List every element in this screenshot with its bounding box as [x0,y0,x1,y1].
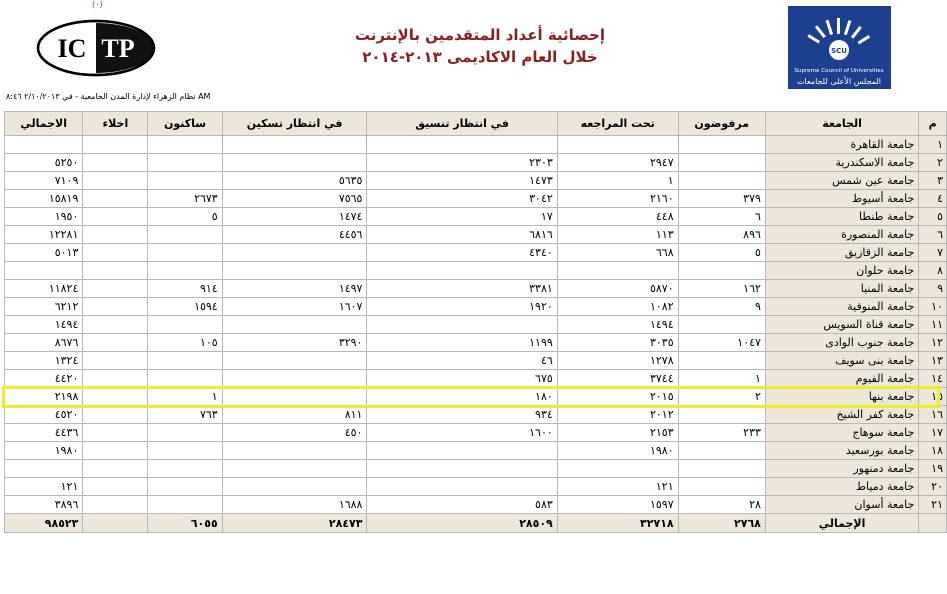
table-row [5,424,947,442]
col-under-review-cell: ٦٦٨ [557,244,678,262]
col-under-review-cell: ١٤٩٤ [557,316,678,334]
col-index-cell: ٩ [919,280,947,298]
col-total-cell: ١٩٥٠ [5,208,83,226]
table-row [5,478,947,496]
ictp-logo [36,19,156,77]
col-rejected-cell [678,262,765,280]
col-index-cell: ١٠ [919,298,947,316]
col-university-cell: جامعة طنطا [765,208,918,226]
col-awaiting-coordination-cell: ٦٨١٦ [367,226,557,244]
ictp-logo-text-tp: TP [101,34,135,63]
total-col-rejected: ٢٧٦٨ [678,514,765,533]
col-university-cell: جامعة دمياط [765,478,918,496]
col-under-review-cell: ١١٣ [557,226,678,244]
col-housed-cell [148,226,222,244]
col-evacuation-cell [83,334,148,352]
col-awaiting-coordination-cell: ١١٩٩ [367,334,557,352]
col-rejected-cell [678,406,765,424]
col-under-review-cell: ١٩٨٠ [557,442,678,460]
header-col-university: الجامعة [765,112,918,136]
header-col-total: الاجمالي [5,112,83,136]
col-evacuation-cell [83,424,148,442]
ictp-logo-text-ic: IC [57,34,87,63]
col-housed-cell [148,442,222,460]
col-awaiting-housing-cell [222,316,367,334]
col-awaiting-coordination-cell: ١٦٠٠ [367,424,557,442]
table-row [5,262,947,280]
table-row [5,496,947,514]
col-housed-cell [148,352,222,370]
col-awaiting-housing-cell: ٤٥٠ [222,424,367,442]
col-awaiting-coordination-cell: ١٧ [367,208,557,226]
col-index-cell: ١٢ [919,334,947,352]
col-awaiting-coordination-cell [367,136,557,154]
col-under-review-cell: ١٥٩٧ [557,496,678,514]
table-row [5,172,947,190]
col-under-review-cell: ٢٠١٢ [557,406,678,424]
col-awaiting-coordination-cell: ١٩٢٠ [367,298,557,316]
report-period: خلال العام الاكاديمى ٢٠١٣-٢٠١٤ [362,48,598,66]
col-under-review-cell: ٢١٦٠ [557,190,678,208]
col-awaiting-housing-cell: ١٦٨٨ [222,496,367,514]
total-row [5,514,947,533]
col-university-cell: جامعة أسوان [765,496,918,514]
table-row [5,370,947,388]
col-index-cell: ١ [919,136,947,154]
col-evacuation-cell [83,388,148,406]
col-university-cell: جامعة عين شمس [765,172,918,190]
col-housed-cell [148,136,222,154]
col-under-review-cell [557,460,678,478]
col-awaiting-coordination-cell: ٣٣٨١ [367,280,557,298]
col-university-cell: جامعة جنوب الوادى [765,334,918,352]
col-total-cell: ١٥٨١٩ [5,190,83,208]
col-under-review-cell: ٤٤٨ [557,208,678,226]
col-awaiting-coordination-cell: ٥٨٣ [367,496,557,514]
col-evacuation-cell [83,280,148,298]
col-index-cell: ١٥ [919,388,947,406]
col-total-cell [5,460,83,478]
col-evacuation-cell [83,370,148,388]
table-row [5,208,947,226]
col-total-cell: ١٩٨٠ [5,442,83,460]
table-row [5,460,947,478]
col-evacuation-cell [83,190,148,208]
col-index-cell: ٦ [919,226,947,244]
col-under-review-cell [557,262,678,280]
col-evacuation-cell [83,208,148,226]
col-under-review-cell: ٥٨٧٠ [557,280,678,298]
header-col-awaiting-housing: في انتظار تسكين [222,112,367,136]
total-col-university: الإجمالي [765,514,918,533]
col-rejected-cell: ١٦٢ [678,280,765,298]
col-rejected-cell: ٣٧٩ [678,190,765,208]
col-awaiting-housing-cell [222,136,367,154]
col-housed-cell: ٩١٤ [148,280,222,298]
col-evacuation-cell [83,316,148,334]
table-row [5,244,947,262]
col-university-cell: جامعة قناة السويس [765,316,918,334]
table-row [5,298,947,316]
total-col-awaiting-coordination: ٢٨٥٠٩ [367,514,557,533]
col-university-cell: جامعة أسيوط [765,190,918,208]
col-awaiting-coordination-cell [367,478,557,496]
col-awaiting-coordination-cell: ٤٦ [367,352,557,370]
col-evacuation-cell [83,172,148,190]
col-awaiting-housing-cell [222,244,367,262]
col-awaiting-housing-cell: ١٦٠٧ [222,298,367,316]
col-index-cell: ٥ [919,208,947,226]
col-housed-cell: ٧٦٣ [148,406,222,424]
col-university-cell: جامعة دمنهور [765,460,918,478]
header-col-index: م [919,112,947,136]
header-col-awaiting-coordination: في انتظار تنسيق [367,112,557,136]
total-col-awaiting-housing: ٢٨٤٧٣ [222,514,367,533]
col-rejected-cell [678,352,765,370]
col-evacuation-cell [83,496,148,514]
col-awaiting-housing-cell [222,460,367,478]
table-row [5,136,947,154]
top-mark: (٠) [92,0,103,9]
col-rejected-cell [678,316,765,334]
col-rejected-cell: ٢٨ [678,496,765,514]
applicants-table [4,111,947,533]
col-total-cell: ٣٨٩٦ [5,496,83,514]
col-total-cell: ٤٤٣٦ [5,424,83,442]
col-awaiting-coordination-cell [367,316,557,334]
col-awaiting-coordination-cell [367,262,557,280]
col-total-cell [5,136,83,154]
col-housed-cell [148,262,222,280]
table-row [5,334,947,352]
total-col-housed: ٦٠٥٥ [148,514,222,533]
total-col-index [919,514,947,533]
col-rejected-cell [678,154,765,172]
col-total-cell: ١٣٢٤ [5,352,83,370]
col-evacuation-cell [83,352,148,370]
col-under-review-cell: ١٠٨٢ [557,298,678,316]
total-col-total: ٩٨٥٢٣ [5,514,83,533]
col-housed-cell [148,478,222,496]
col-index-cell: ٢ [919,154,947,172]
col-total-cell: ١٤٩٤ [5,316,83,334]
col-total-cell: ١٢٢٨١ [5,226,83,244]
header-col-under-review: تحت المراجعه [557,112,678,136]
col-university-cell: جامعة الفيوم [765,370,918,388]
scu-logo-arabic: المجلس الأعلى للجامعات [796,77,882,86]
col-index-cell: ٢١ [919,496,947,514]
table-row [5,388,947,406]
col-housed-cell [148,424,222,442]
total-col-under-review: ٣٢٧١٨ [557,514,678,533]
col-rejected-cell [678,460,765,478]
col-awaiting-coordination-cell: ٦٧٥ [367,370,557,388]
col-under-review-cell: ٣٧٤٤ [557,370,678,388]
col-rejected-cell: ٢ [678,388,765,406]
col-awaiting-coordination-cell [367,460,557,478]
col-index-cell: ٤ [919,190,947,208]
col-index-cell: ٣ [919,172,947,190]
col-awaiting-housing-cell: ٧٥٦٥ [222,190,367,208]
col-total-cell: ٥٠١٣ [5,244,83,262]
col-awaiting-housing-cell [222,370,367,388]
col-housed-cell [148,370,222,388]
col-awaiting-housing-cell [222,388,367,406]
col-total-cell: ٦٢١٢ [5,298,83,316]
col-awaiting-housing-cell: ٥٦٣٥ [222,172,367,190]
col-university-cell: جامعة القاهرة [765,136,918,154]
col-rejected-cell: ١٠٤٧ [678,334,765,352]
table-header-row [5,112,947,136]
col-index-cell: ٧ [919,244,947,262]
col-university-cell: جامعة حلوان [765,262,918,280]
col-evacuation-cell [83,226,148,244]
col-housed-cell [148,316,222,334]
report-title: إحصائية أعداد المتقدمين بالإنترنت [354,26,606,44]
col-total-cell: ٤٤٢٠ [5,370,83,388]
col-total-cell: ١٢١ [5,478,83,496]
col-housed-cell: ١ [148,388,222,406]
col-under-review-cell: ١٢٧٨ [557,352,678,370]
col-total-cell: ٥٢٥٠ [5,154,83,172]
col-awaiting-coordination-cell: ٢٣٠٣ [367,154,557,172]
col-under-review-cell [557,136,678,154]
col-awaiting-housing-cell: ٤٤٥٦ [222,226,367,244]
col-awaiting-coordination-cell: ٣٠٤٢ [367,190,557,208]
col-university-cell: جامعة الزقازيق [765,244,918,262]
report-subtitle-text: نظام الزهراء لإدارة المدن الجامعية - في ٢/١٠/٢٠١٣ ٨:٤٦ AM [6,92,211,101]
col-awaiting-housing-cell: ١٤٧٤ [222,208,367,226]
table-row [5,352,947,370]
col-university-cell: جامعة بورسعيد [765,442,918,460]
col-total-cell: ٤٥٢٠ [5,406,83,424]
col-university-cell: جامعة بنى سويف [765,352,918,370]
col-university-cell: جامعة كفر الشيخ [765,406,918,424]
col-evacuation-cell [83,136,148,154]
col-housed-cell [148,154,222,172]
col-index-cell: ١٤ [919,370,947,388]
col-evacuation-cell [83,298,148,316]
col-university-cell: جامعة المنيا [765,280,918,298]
col-housed-cell [148,460,222,478]
table-row [5,226,947,244]
col-rejected-cell [678,478,765,496]
table-row [5,406,947,424]
col-under-review-cell: ٢٩٤٧ [557,154,678,172]
col-index-cell: ١١ [919,316,947,334]
table-row [5,316,947,334]
col-index-cell: ١٦ [919,406,947,424]
col-awaiting-housing-cell [222,262,367,280]
scu-logo [788,6,891,89]
col-under-review-cell: ٣٠٣٥ [557,334,678,352]
col-under-review-cell: ١ [557,172,678,190]
col-awaiting-coordination-cell: ٤٣٤٠ [367,244,557,262]
col-housed-cell: ١٠٥ [148,334,222,352]
col-under-review-cell: ٢١٥٣ [557,424,678,442]
col-housed-cell [148,496,222,514]
col-index-cell: ٢٠ [919,478,947,496]
col-awaiting-housing-cell [222,352,367,370]
col-university-cell: جامعة المنصورة [765,226,918,244]
col-index-cell: ٨ [919,262,947,280]
col-total-cell [5,262,83,280]
col-awaiting-coordination-cell: ٩٣٤ [367,406,557,424]
col-awaiting-housing-cell [222,154,367,172]
col-total-cell: ٧١٠٩ [5,172,83,190]
col-housed-cell [148,172,222,190]
col-rejected-cell [678,172,765,190]
col-index-cell: ١٨ [919,442,947,460]
header-col-evacuation: اخلاء [83,112,148,136]
report-header [0,0,947,100]
col-university-cell: جامعة سوهاج [765,424,918,442]
col-rejected-cell: ٦ [678,208,765,226]
col-evacuation-cell [83,406,148,424]
table-row [5,154,947,172]
col-index-cell: ١٣ [919,352,947,370]
col-rejected-cell [678,442,765,460]
table-row [5,442,947,460]
col-awaiting-housing-cell [222,442,367,460]
col-under-review-cell: ٢٠١٥ [557,388,678,406]
col-evacuation-cell [83,154,148,172]
col-awaiting-coordination-cell: ١٤٧٣ [367,172,557,190]
col-rejected-cell [678,136,765,154]
col-rejected-cell: ٩ [678,298,765,316]
col-university-cell: جامعة بنها [765,388,918,406]
col-housed-cell: ٥ [148,208,222,226]
col-under-review-cell: ١٢١ [557,478,678,496]
col-rejected-cell: ٨٩٦ [678,226,765,244]
col-index-cell: ١٧ [919,424,947,442]
col-awaiting-housing-cell: ٨١١ [222,406,367,424]
table-row [5,280,947,298]
total-col-evacuation [83,514,148,533]
col-university-cell: جامعة المنوفية [765,298,918,316]
col-rejected-cell: ١ [678,370,765,388]
col-rejected-cell: ٢٣٣ [678,424,765,442]
col-evacuation-cell [83,442,148,460]
col-awaiting-housing-cell [222,478,367,496]
col-evacuation-cell [83,244,148,262]
header-col-housed: ساكنون [148,112,222,136]
col-total-cell: ٨٦٧٦ [5,334,83,352]
col-housed-cell [148,244,222,262]
col-evacuation-cell [83,460,148,478]
table-row [5,190,947,208]
col-awaiting-housing-cell: ١٤٩٧ [222,280,367,298]
scu-logo-english: Supreme Council of Universities [794,68,884,74]
col-awaiting-coordination-cell: ١٨٠ [367,388,557,406]
col-university-cell: جامعة الاسكندرية [765,154,918,172]
col-awaiting-coordination-cell [367,442,557,460]
report-subtitle [6,92,236,101]
col-housed-cell: ٢٦٧٣ [148,190,222,208]
col-rejected-cell: ٥ [678,244,765,262]
scu-logo-abbr: SCU [831,47,847,55]
header-col-rejected: مرفوضون [678,112,765,136]
col-housed-cell: ١٥٩٤ [148,298,222,316]
col-awaiting-housing-cell: ٣٢٩٠ [222,334,367,352]
col-evacuation-cell [83,262,148,280]
col-total-cell: ٢١٩٨ [5,388,83,406]
col-total-cell: ١١٨٢٤ [5,280,83,298]
col-index-cell: ١٩ [919,460,947,478]
col-evacuation-cell [83,478,148,496]
